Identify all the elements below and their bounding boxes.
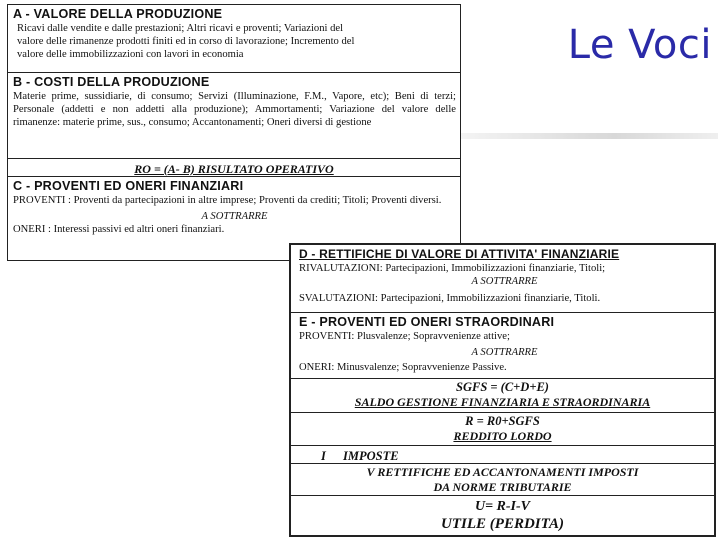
u-label: UTILE (PERDITA) [441,516,564,532]
r-label: REDDITO LORDO [453,429,552,443]
section-a-line-3: valore delle immobilizzazioni con lavori in economia [17,49,244,61]
v-line-1: V RETTIFICHE ED ACCANTONAMENTI IMPOSTI [366,465,639,479]
section-b-text: Materie prime, sussidiarie, di consumo; Servizi (Illuminazione, F.M., Vapore, etc); Beni di terzi; Personale (addetti e non addetti alla produzione); Ammortamenti; Variazione del valore delle rimanenze: materie prime, sus., consumo; Accantonamenti; Oneri diversi di gestione [13,91,456,129]
i-label: I IMPOSTE [321,449,399,463]
section-e-heading: E - PROVENTI ED ONERI STRAORDINARI [299,315,555,329]
section-c [8,177,460,237]
section-e-sottrarre: A SOTTRARRE [471,347,538,359]
section-e [291,313,714,379]
section-d-svalutazioni: SVALUTAZIONI: Partecipazioni, Immobilizzazioni finanziarie, Titoli. [299,293,601,305]
section-r [291,413,714,446]
section-sgfs [291,379,714,413]
section-c-proventi: PROVENTI : Proventi da partecipazioni in altre imprese; Proventi da crediti; Titoli; Proventi diversi. [13,195,442,206]
title-underline-bar [460,133,718,139]
sgfs-label: SALDO GESTIONE FINANZIARIA E STRAORDINARIA [354,395,651,409]
section-u [291,496,714,533]
section-a-heading: A - VALORE DELLA PRODUZIONE [13,7,223,21]
section-ro [8,159,460,177]
section-c-oneri: ONERI : Interessi passivi ed altri oneri finanziari. [13,224,225,236]
section-b [8,73,460,159]
section-d-rivalutazioni: RIVALUTAZIONI: Partecipazioni, Immobilizzazioni finanziarie, Titoli; [299,263,606,274]
section-a-line-2: valore delle rimanenze prodotti finiti ed in corso di lavorazione; Incremento del [17,36,355,48]
section-b-heading: B - COSTI DELLA PRODUZIONE [13,75,210,89]
slide-title: Le Voci [567,22,712,68]
section-d [291,245,714,313]
u-formula: U= R-I-V [474,499,531,514]
section-e-oneri: ONERI: Minusvalenze; Sopravvenienze Passive. [299,362,507,374]
section-a [8,5,460,73]
section-d-sottrarre: A SOTTRARRE [471,276,538,288]
section-c-heading: C - PROVENTI ED ONERI FINANZIARI [13,179,244,193]
scanned-table-left [7,4,461,261]
ro-formula: RO = (A- B) RISULTATO OPERATIVO [134,162,334,176]
section-e-proventi: PROVENTI: Plusvalenze; Sopravvenienze attive; [299,331,510,342]
section-d-heading: D - RETTIFICHE DI VALORE DI ATTIVITA' FINANZIARIE [299,247,620,261]
section-i [291,446,714,464]
scanned-table-right [289,243,716,537]
v-line-2: DA NORME TRIBUTARIE [433,480,572,494]
r-formula: R = R0+SGFS [465,414,540,428]
section-c-sottrarre: A SOTTRARRE [201,211,268,223]
section-a-line-1: Ricavi dalle vendite e dalle prestazioni; Altri ricavi e proventi; Variazioni del [17,23,344,34]
sgfs-formula: SGFS = (C+D+E) [456,380,549,394]
section-v [291,464,714,496]
